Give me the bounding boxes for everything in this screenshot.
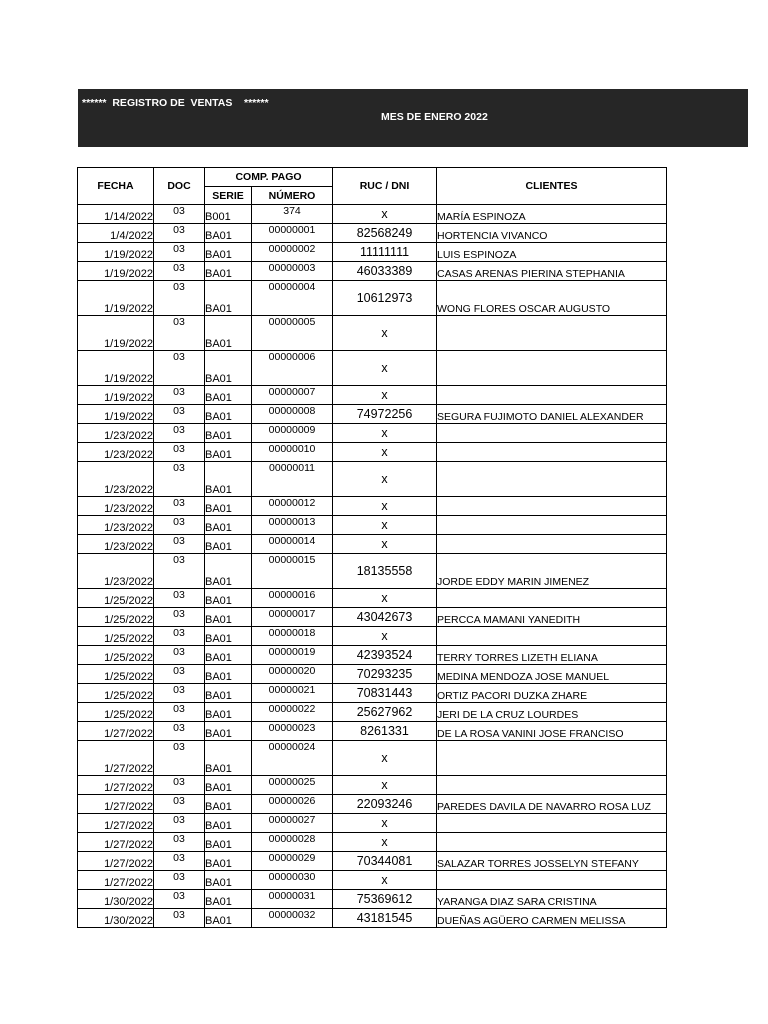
cell-numero: 00000005 <box>252 316 333 351</box>
table-row <box>78 224 667 243</box>
cell-doc: 03 <box>154 684 205 703</box>
cell-numero: 00000015 <box>252 554 333 589</box>
cell-numero: 00000016 <box>252 589 333 608</box>
cell-fecha: 1/27/2022 <box>78 833 154 852</box>
table-row <box>78 722 667 741</box>
cell-serie: BA01 <box>205 443 252 462</box>
cell-cliente: CASAS ARENAS PIERINA STEPHANIA <box>437 262 667 281</box>
cell-ruc-dni: x <box>333 814 437 833</box>
cell-fecha: 1/25/2022 <box>78 589 154 608</box>
cell-ruc-dni: 46033389 <box>333 262 437 281</box>
cell-ruc-dni: 70831443 <box>333 684 437 703</box>
cell-numero: 00000020 <box>252 665 333 684</box>
cell-numero: 00000010 <box>252 443 333 462</box>
table-row <box>78 795 667 814</box>
table-row <box>78 852 667 871</box>
cell-ruc-dni: 75369612 <box>333 890 437 909</box>
cell-doc: 03 <box>154 386 205 405</box>
cell-numero: 00000026 <box>252 795 333 814</box>
cell-serie: BA01 <box>205 497 252 516</box>
table-row <box>78 243 667 262</box>
cell-ruc-dni: x <box>333 871 437 890</box>
table-row <box>78 316 667 351</box>
table-row <box>78 627 667 646</box>
cell-serie: BA01 <box>205 646 252 665</box>
cell-ruc-dni: 82568249 <box>333 224 437 243</box>
cell-numero: 00000004 <box>252 281 333 316</box>
cell-fecha: 1/19/2022 <box>78 262 154 281</box>
table-row <box>78 871 667 890</box>
cell-doc: 03 <box>154 909 205 928</box>
cell-doc: 03 <box>154 262 205 281</box>
cell-serie: BA01 <box>205 281 252 316</box>
cell-ruc-dni: 18135558 <box>333 554 437 589</box>
table-row <box>78 497 667 516</box>
table-row <box>78 424 667 443</box>
cell-doc: 03 <box>154 243 205 262</box>
cell-ruc-dni: x <box>333 316 437 351</box>
cell-serie: BA01 <box>205 424 252 443</box>
cell-fecha: 1/19/2022 <box>78 281 154 316</box>
cell-ruc-dni: 8261331 <box>333 722 437 741</box>
table-row <box>78 405 667 424</box>
cell-ruc-dni: 70293235 <box>333 665 437 684</box>
cell-cliente: PAREDES DAVILA DE NAVARRO ROSA LUZ <box>437 795 667 814</box>
cell-serie: BA01 <box>205 814 252 833</box>
table-row <box>78 589 667 608</box>
cell-serie: BA01 <box>205 243 252 262</box>
cell-fecha: 1/23/2022 <box>78 497 154 516</box>
cell-fecha: 1/25/2022 <box>78 703 154 722</box>
cell-fecha: 1/4/2022 <box>78 224 154 243</box>
cell-fecha: 1/25/2022 <box>78 684 154 703</box>
cell-doc: 03 <box>154 351 205 386</box>
cell-fecha: 1/23/2022 <box>78 535 154 554</box>
cell-cliente <box>437 741 667 776</box>
cell-cliente: JERI DE LA CRUZ LOURDES <box>437 703 667 722</box>
cell-numero: 00000012 <box>252 497 333 516</box>
cell-fecha: 1/25/2022 <box>78 608 154 627</box>
table-row <box>78 776 667 795</box>
cell-ruc-dni: 22093246 <box>333 795 437 814</box>
cell-fecha: 1/19/2022 <box>78 243 154 262</box>
table-row <box>78 814 667 833</box>
cell-fecha: 1/27/2022 <box>78 871 154 890</box>
table-row <box>78 535 667 554</box>
cell-serie: BA01 <box>205 852 252 871</box>
cell-serie: BA01 <box>205 316 252 351</box>
cell-cliente: PERCCA MAMANI YANEDITH <box>437 608 667 627</box>
cell-cliente <box>437 814 667 833</box>
cell-fecha: 1/25/2022 <box>78 627 154 646</box>
cell-fecha: 1/19/2022 <box>78 351 154 386</box>
report-title: ****** REGISTRO DE VENTAS ****** <box>82 97 269 109</box>
cell-fecha: 1/27/2022 <box>78 741 154 776</box>
cell-doc: 03 <box>154 608 205 627</box>
cell-serie: BA01 <box>205 776 252 795</box>
table-row <box>78 833 667 852</box>
cell-cliente: SALAZAR TORRES JOSSELYN STEFANY <box>437 852 667 871</box>
cell-doc: 03 <box>154 722 205 741</box>
cell-serie: BA01 <box>205 554 252 589</box>
table-row <box>78 386 667 405</box>
cell-serie: BA01 <box>205 262 252 281</box>
cell-ruc-dni: 43181545 <box>333 909 437 928</box>
cell-serie: BA01 <box>205 741 252 776</box>
cell-numero: 00000022 <box>252 703 333 722</box>
cell-fecha: 1/23/2022 <box>78 554 154 589</box>
cell-numero: 00000001 <box>252 224 333 243</box>
cell-numero: 00000032 <box>252 909 333 928</box>
cell-doc: 03 <box>154 497 205 516</box>
table-row <box>78 684 667 703</box>
cell-cliente: YARANGA DIAZ SARA CRISTINA <box>437 890 667 909</box>
cell-cliente <box>437 462 667 497</box>
table-row <box>78 608 667 627</box>
cell-ruc-dni: 25627962 <box>333 703 437 722</box>
cell-doc: 03 <box>154 833 205 852</box>
table-row <box>78 516 667 535</box>
cell-cliente <box>437 424 667 443</box>
cell-doc: 03 <box>154 646 205 665</box>
col-header-clientes: CLIENTES <box>437 168 667 205</box>
cell-numero: 00000021 <box>252 684 333 703</box>
cell-ruc-dni: 11111111 <box>333 243 437 262</box>
cell-numero: 00000006 <box>252 351 333 386</box>
cell-cliente <box>437 443 667 462</box>
cell-ruc-dni: x <box>333 386 437 405</box>
cell-numero: 00000031 <box>252 890 333 909</box>
cell-ruc-dni: x <box>333 589 437 608</box>
cell-cliente: JORDE EDDY MARIN JIMENEZ <box>437 554 667 589</box>
col-header-comp-pago: COMP. PAGO <box>205 168 333 187</box>
cell-cliente <box>437 351 667 386</box>
cell-doc: 03 <box>154 589 205 608</box>
cell-fecha: 1/19/2022 <box>78 386 154 405</box>
cell-fecha: 1/27/2022 <box>78 722 154 741</box>
cell-serie: BA01 <box>205 589 252 608</box>
cell-fecha: 1/27/2022 <box>78 795 154 814</box>
cell-fecha: 1/25/2022 <box>78 665 154 684</box>
cell-ruc-dni: 42393524 <box>333 646 437 665</box>
table-row <box>78 741 667 776</box>
cell-doc: 03 <box>154 281 205 316</box>
table-body <box>78 205 667 928</box>
cell-doc: 03 <box>154 852 205 871</box>
table-row <box>78 281 667 316</box>
cell-ruc-dni: 10612973 <box>333 281 437 316</box>
cell-numero: 00000023 <box>252 722 333 741</box>
table-row <box>78 554 667 589</box>
cell-fecha: 1/27/2022 <box>78 814 154 833</box>
cell-cliente <box>437 535 667 554</box>
cell-serie: BA01 <box>205 608 252 627</box>
cell-doc: 03 <box>154 741 205 776</box>
cell-fecha: 1/30/2022 <box>78 890 154 909</box>
cell-cliente <box>437 627 667 646</box>
cell-serie: BA01 <box>205 386 252 405</box>
cell-numero: 00000027 <box>252 814 333 833</box>
cell-ruc-dni: 43042673 <box>333 608 437 627</box>
cell-ruc-dni: 70344081 <box>333 852 437 871</box>
cell-fecha: 1/30/2022 <box>78 909 154 928</box>
cell-serie: BA01 <box>205 684 252 703</box>
cell-cliente: TERRY TORRES LIZETH ELIANA <box>437 646 667 665</box>
table-row <box>78 703 667 722</box>
cell-cliente <box>437 386 667 405</box>
cell-numero: 00000024 <box>252 741 333 776</box>
cell-doc: 03 <box>154 554 205 589</box>
cell-serie: BA01 <box>205 627 252 646</box>
cell-serie: BA01 <box>205 405 252 424</box>
cell-doc: 03 <box>154 443 205 462</box>
cell-cliente: DE LA ROSA VANINI JOSE FRANCISO <box>437 722 667 741</box>
col-header-ruc-dni: RUC / DNI <box>333 168 437 205</box>
cell-serie: BA01 <box>205 703 252 722</box>
cell-fecha: 1/14/2022 <box>78 205 154 224</box>
cell-doc: 03 <box>154 795 205 814</box>
table-row <box>78 890 667 909</box>
cell-cliente: HORTENCIA VIVANCO <box>437 224 667 243</box>
cell-serie: BA01 <box>205 351 252 386</box>
cell-ruc-dni: x <box>333 443 437 462</box>
cell-fecha: 1/23/2022 <box>78 424 154 443</box>
cell-ruc-dni: 74972256 <box>333 405 437 424</box>
cell-numero: 00000003 <box>252 262 333 281</box>
cell-cliente <box>437 776 667 795</box>
table-row <box>78 443 667 462</box>
cell-doc: 03 <box>154 665 205 684</box>
cell-ruc-dni: x <box>333 351 437 386</box>
cell-cliente: DUEÑAS AGÜERO CARMEN MELISSA <box>437 909 667 928</box>
cell-cliente: MEDINA MENDOZA JOSE MANUEL <box>437 665 667 684</box>
cell-cliente <box>437 871 667 890</box>
table-row <box>78 646 667 665</box>
cell-fecha: 1/27/2022 <box>78 776 154 795</box>
cell-numero: 00000009 <box>252 424 333 443</box>
cell-ruc-dni: x <box>333 205 437 224</box>
cell-cliente: WONG FLORES OSCAR AUGUSTO <box>437 281 667 316</box>
cell-numero: 00000011 <box>252 462 333 497</box>
cell-serie: BA01 <box>205 516 252 535</box>
table-row <box>78 262 667 281</box>
cell-numero: 00000014 <box>252 535 333 554</box>
cell-serie: BA01 <box>205 535 252 554</box>
cell-numero: 00000030 <box>252 871 333 890</box>
table-header <box>78 168 667 205</box>
cell-cliente <box>437 316 667 351</box>
cell-doc: 03 <box>154 871 205 890</box>
cell-serie: B001 <box>205 205 252 224</box>
table-row <box>78 462 667 497</box>
cell-fecha: 1/25/2022 <box>78 646 154 665</box>
cell-ruc-dni: x <box>333 462 437 497</box>
report-header-banner <box>78 89 748 147</box>
cell-cliente: SEGURA FUJIMOTO DANIEL ALEXANDER <box>437 405 667 424</box>
cell-ruc-dni: x <box>333 516 437 535</box>
cell-numero: 00000007 <box>252 386 333 405</box>
cell-cliente: LUIS ESPINOZA <box>437 243 667 262</box>
table-row <box>78 351 667 386</box>
cell-cliente <box>437 516 667 535</box>
cell-ruc-dni: x <box>333 497 437 516</box>
cell-numero: 00000029 <box>252 852 333 871</box>
cell-fecha: 1/27/2022 <box>78 852 154 871</box>
cell-numero: 00000028 <box>252 833 333 852</box>
sales-register-table <box>77 167 667 928</box>
cell-ruc-dni: x <box>333 424 437 443</box>
cell-doc: 03 <box>154 405 205 424</box>
table-row <box>78 205 667 224</box>
cell-serie: BA01 <box>205 909 252 928</box>
col-header-doc: DOC <box>154 168 205 205</box>
cell-numero: 00000013 <box>252 516 333 535</box>
cell-doc: 03 <box>154 224 205 243</box>
table-row <box>78 909 667 928</box>
cell-cliente <box>437 497 667 516</box>
cell-fecha: 1/19/2022 <box>78 405 154 424</box>
cell-doc: 03 <box>154 462 205 497</box>
table-row <box>78 665 667 684</box>
col-header-fecha: FECHA <box>78 168 154 205</box>
cell-numero: 00000002 <box>252 243 333 262</box>
cell-serie: BA01 <box>205 224 252 243</box>
cell-ruc-dni: x <box>333 627 437 646</box>
cell-serie: BA01 <box>205 871 252 890</box>
cell-numero: 374 <box>252 205 333 224</box>
cell-ruc-dni: x <box>333 776 437 795</box>
cell-serie: BA01 <box>205 462 252 497</box>
cell-serie: BA01 <box>205 833 252 852</box>
cell-doc: 03 <box>154 516 205 535</box>
cell-serie: BA01 <box>205 665 252 684</box>
cell-doc: 03 <box>154 703 205 722</box>
cell-doc: 03 <box>154 205 205 224</box>
cell-cliente <box>437 833 667 852</box>
cell-ruc-dni: x <box>333 535 437 554</box>
cell-numero: 00000025 <box>252 776 333 795</box>
cell-numero: 00000018 <box>252 627 333 646</box>
cell-numero: 00000008 <box>252 405 333 424</box>
cell-cliente: MARÍA ESPINOZA <box>437 205 667 224</box>
cell-fecha: 1/23/2022 <box>78 443 154 462</box>
col-header-numero: NÚMERO <box>252 187 333 205</box>
cell-doc: 03 <box>154 814 205 833</box>
cell-doc: 03 <box>154 627 205 646</box>
cell-fecha: 1/23/2022 <box>78 462 154 497</box>
cell-serie: BA01 <box>205 722 252 741</box>
cell-numero: 00000019 <box>252 646 333 665</box>
cell-doc: 03 <box>154 890 205 909</box>
cell-ruc-dni: x <box>333 833 437 852</box>
cell-fecha: 1/23/2022 <box>78 516 154 535</box>
cell-doc: 03 <box>154 424 205 443</box>
cell-ruc-dni: x <box>333 741 437 776</box>
cell-serie: BA01 <box>205 795 252 814</box>
cell-cliente: ORTIZ PACORI DUZKA ZHARE <box>437 684 667 703</box>
cell-doc: 03 <box>154 776 205 795</box>
cell-cliente <box>437 589 667 608</box>
cell-fecha: 1/19/2022 <box>78 316 154 351</box>
cell-doc: 03 <box>154 535 205 554</box>
cell-serie: BA01 <box>205 890 252 909</box>
report-period: MES DE ENERO 2022 <box>381 111 488 123</box>
cell-numero: 00000017 <box>252 608 333 627</box>
col-header-serie: SERIE <box>205 187 252 205</box>
cell-doc: 03 <box>154 316 205 351</box>
